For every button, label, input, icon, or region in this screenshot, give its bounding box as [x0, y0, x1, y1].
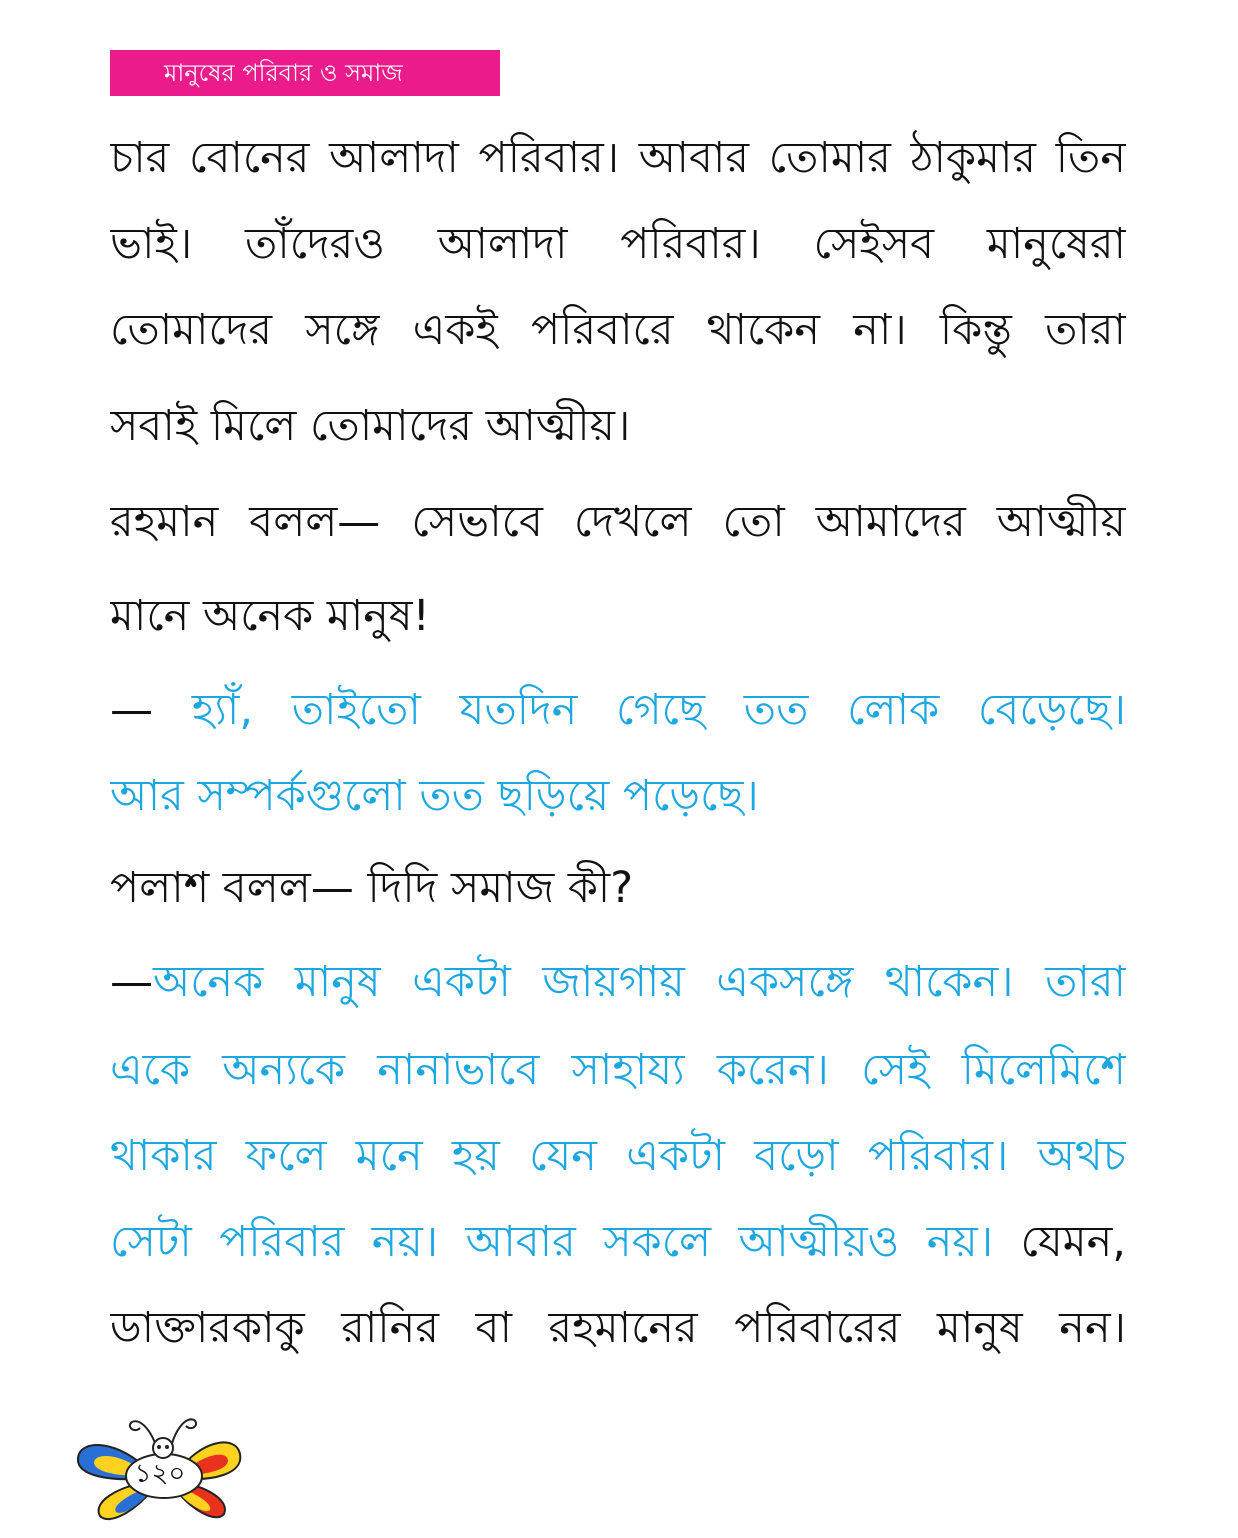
p5-line-4 — [110, 1212, 1126, 1276]
p1-line-4: সবাই মিলে তোমাদের আত্মীয়। — [110, 401, 631, 451]
p5-line-4-black-text: যেমন, — [993, 1217, 1126, 1267]
p1-line-1: চার বোনের আলাদা পরিবার। আবার তোমার ঠাকুমার তিন — [110, 133, 1126, 183]
p1-line-2: ভাই। তাঁদেরও আলাদা পরিবার। সেইসব মানুষেরা — [110, 219, 1126, 269]
p5-line-1 — [110, 952, 1126, 1016]
p3-line-1-text: হ্যাঁ, তাইতো যতদিন গেছে তত লোক বেড়েছে। — [191, 685, 1126, 735]
p2-line-1: রহমান বলল— সেভাবে দেখলে তো আমাদের আত্মীয় — [110, 497, 1126, 547]
p4-line-1: পলাশ বলল— দিদি সমাজ কী? — [110, 863, 634, 913]
p5-line-3: থাকার ফলে মনে হয় যেন একটা বড়ো পরিবার। অথচ — [110, 1131, 1126, 1181]
p2-line-2: মানে অনেক মানুষ! — [110, 591, 430, 641]
p3-line-1 — [110, 680, 1126, 744]
p1-line-3: তোমাদের সঙ্গে একই পরিবারে থাকেন না। কিন্তু তারা — [110, 305, 1126, 355]
p5-line-1-text: অনেক মানুষ একটা জায়গায় একসঙ্গে থাকেন। তারা — [153, 957, 1126, 1007]
chapter-title: মানুষের পরিবার ও সমাজ — [164, 59, 403, 87]
chapter-header — [110, 50, 500, 96]
p5-line-5: ডাক্তারকাকু রানির বা রহমানের পরিবারের মানুষ নন। — [110, 1303, 1126, 1353]
p3-line-2: আর সম্পর্কগুলো তত ছড়িয়ে পড়েছে। — [110, 771, 759, 821]
p5-line-2: একে অন্যকে নানাভাবে সাহায্য করেন। সেই মিলেমিশে — [110, 1045, 1126, 1095]
dialogue-dash: — — [110, 685, 192, 735]
page-number: ১২০ — [134, 1459, 186, 1489]
p5-line-4-blue-text: সেটা পরিবার নয়। আবার সকলে আত্মীয়ও নয়। — [110, 1217, 994, 1267]
dialogue-dash: — — [110, 957, 153, 1007]
